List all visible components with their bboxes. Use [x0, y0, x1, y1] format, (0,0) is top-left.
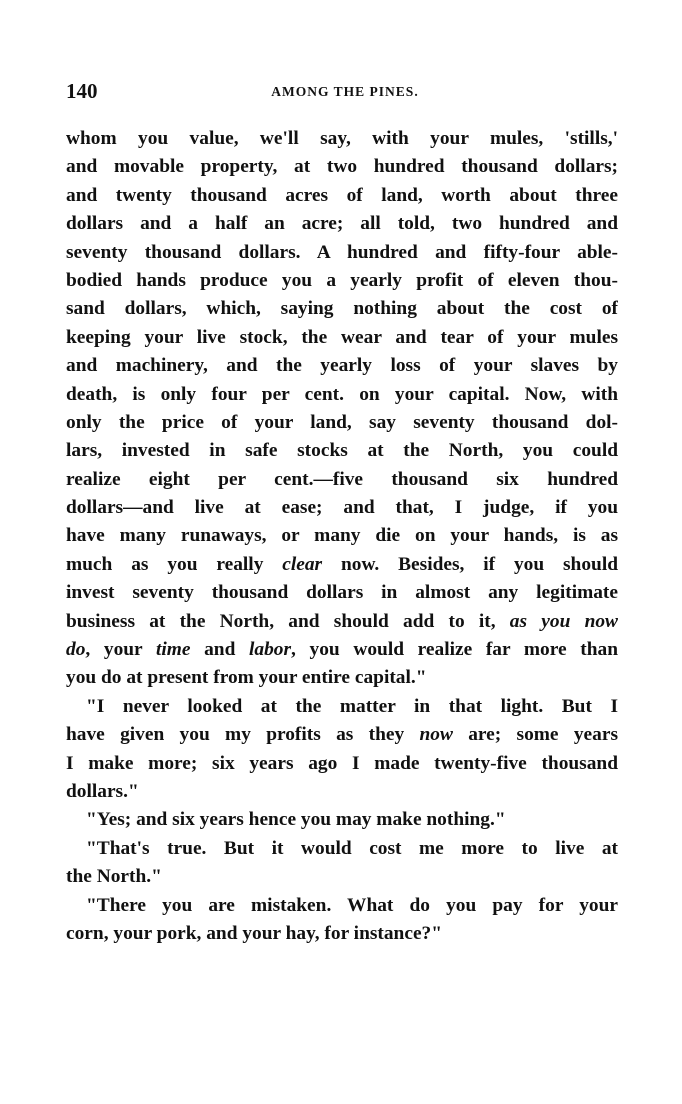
- text-line: dollars and a half an acre; all told, two hundred and: [66, 213, 618, 235]
- italic-run: now: [419, 724, 453, 746]
- text-line: have many runaways, or many die on your hands, is as: [66, 525, 618, 547]
- text-line: dollars—and live at ease; and that, I judge, if you: [66, 497, 618, 519]
- text-line: dollars.": [66, 780, 139, 802]
- text-line: [66, 608, 618, 636]
- italic-run: time: [155, 639, 191, 661]
- italic-run: do: [66, 639, 86, 661]
- text-line: and twenty thousand acres of land, worth about three: [66, 184, 618, 206]
- page-header: [66, 78, 618, 112]
- text-line: "That's true. But it would cost me more to live at: [86, 837, 618, 859]
- body-text: [66, 125, 618, 948]
- text-run: , you would realize far more than: [291, 639, 618, 661]
- text-line: I make more; six years ago I made twenty-five thousand: [66, 752, 618, 774]
- text-line: [66, 551, 618, 579]
- text-line: and movable property, at two hundred thousand dollars;: [66, 156, 618, 178]
- running-head: AMONG THE PINES.: [271, 84, 419, 99]
- text-run: much as you really: [66, 553, 283, 575]
- text-line: death, is only four per cent. on your capital. Now, with: [66, 383, 618, 405]
- italic-run: as you now: [509, 610, 618, 632]
- text-run: are; some years: [452, 724, 618, 746]
- text-line: keeping your live stock, the wear and tear of your mules: [66, 326, 618, 348]
- text-line: invest seventy thousand dollars in almost any legitimate: [66, 582, 618, 604]
- text-line: sand dollars, which, saying nothing about the cost of: [66, 298, 618, 320]
- italic-run: clear: [282, 553, 323, 575]
- text-run: now. Besides, if you should: [322, 553, 618, 575]
- text-run: , your: [85, 639, 156, 661]
- page-number: 140: [66, 79, 98, 103]
- text-line: realize eight per cent.—five thousand six hundred: [66, 468, 618, 490]
- text-line: you do at present from your entire capital.": [66, 667, 427, 689]
- text-run: and: [190, 639, 249, 661]
- text-line: "I never looked at the matter in that light. But I: [86, 695, 618, 717]
- text-line: "Yes; and six years hence you may make nothing.": [86, 809, 506, 831]
- text-line: whom you value, we'll say, with your mules, 'stills,': [66, 128, 618, 149]
- text-line: "There you are mistaken. What do you pay for your: [86, 894, 618, 916]
- italic-run: labor: [249, 639, 292, 661]
- text-line: lars, invested in safe stocks at the North, you could: [66, 440, 618, 462]
- text-run: business at the North, and should add to it,: [66, 610, 510, 632]
- text-line: and machinery, and the yearly loss of your slaves by: [66, 355, 618, 377]
- book-page: [66, 78, 618, 948]
- text-run: have given you my profits as they: [66, 724, 420, 746]
- text-line: bodied hands produce you a yearly profit of eleven thou-: [66, 269, 618, 291]
- text-line: [66, 636, 618, 664]
- text-line: seventy thousand dollars. A hundred and fifty-four able-: [66, 241, 618, 263]
- text-line: only the price of your land, say seventy thousand dol-: [66, 411, 618, 433]
- text-line: the North.": [66, 866, 162, 888]
- text-line: [66, 721, 618, 749]
- text-line: corn, your pork, and your hay, for instance?": [66, 922, 443, 944]
